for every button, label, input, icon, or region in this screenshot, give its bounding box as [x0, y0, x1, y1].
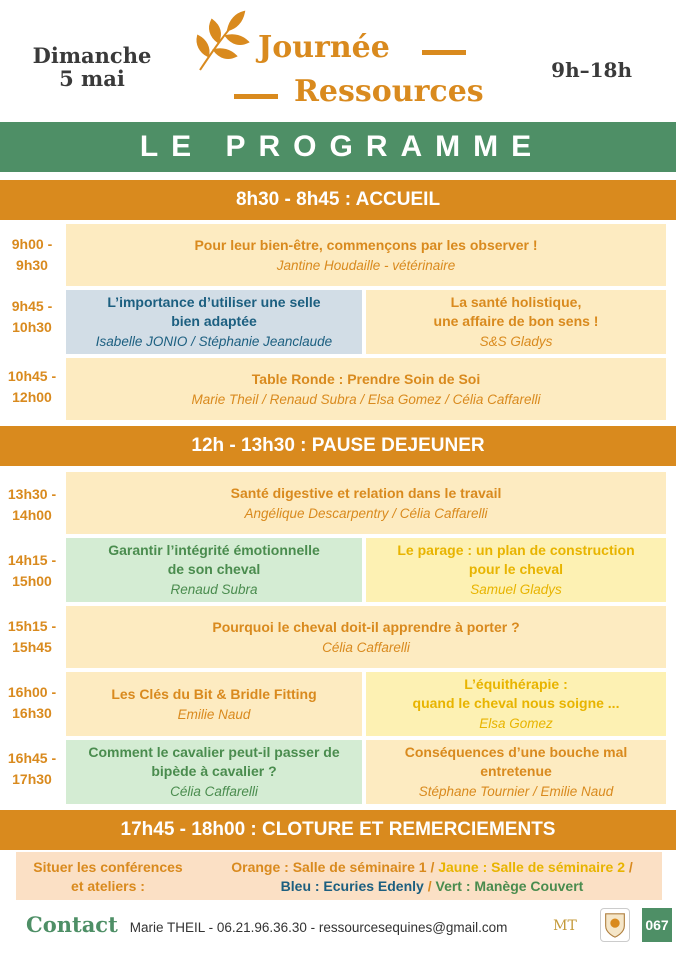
- mt-logo-icon: [550, 908, 580, 942]
- event-title-line1: Journée: [258, 30, 390, 65]
- session-speaker: S&S Gladys: [479, 334, 553, 349]
- event-date: [22, 44, 162, 90]
- session-time: 16h00 - 16h30: [7, 684, 57, 721]
- session-box: [66, 472, 666, 534]
- title-dash-left: [234, 94, 278, 99]
- date-day: Dimanche: [32, 43, 152, 68]
- session-speaker: Emilie Naud: [177, 706, 251, 722]
- session-speaker: Angélique Descarpentry / Célia Caffarelli: [244, 505, 488, 521]
- session-title: Les Clés du Bit & Bridle Fitting: [111, 685, 317, 702]
- session-box: [66, 672, 362, 736]
- contact-line: [26, 912, 507, 942]
- legend-blue: Bleu : Ecuries Edenly: [280, 878, 424, 894]
- session-title: Le parage : un plan de construction pour le cheval: [397, 542, 635, 577]
- session-title: Santé digestive et relation dans le travail: [230, 484, 502, 501]
- title-dash-right: [422, 50, 466, 55]
- band-pause: 12h - 13h30 : PAUSE DEJEUNER: [0, 426, 676, 466]
- legend-yellow: Jaune : Salle de séminaire 2: [438, 859, 625, 875]
- session-time: 9h45 - 10h30: [11, 298, 53, 335]
- session-time: 16h45 - 17h30: [7, 750, 57, 787]
- band-cloture: 17h45 - 18h00 : CLOTURE ET REMERCIEMENTS: [0, 810, 676, 850]
- session-title: La santé holistique, une affaire de bon sens !: [433, 294, 599, 329]
- session-title: Garantir l’intégrité émotionnelle de son cheval: [108, 542, 320, 577]
- session-box: [66, 606, 666, 668]
- session-box: [66, 740, 362, 804]
- session-box: [366, 290, 666, 354]
- 067-logo: 067: [642, 908, 672, 942]
- legend-orange: Orange : Salle de séminaire 1: [231, 859, 427, 875]
- svg-text:MT: MT: [553, 918, 577, 934]
- session-title: Comment le cavalier peut-il passer de bipède à cavalier ?: [88, 744, 340, 779]
- legend-label: Situer les conférences et ateliers :: [33, 859, 183, 894]
- session-box: [66, 358, 666, 420]
- event-hours: 9h–18h: [551, 58, 632, 82]
- header: [0, 0, 676, 120]
- session-time: 15h15 - 15h45: [7, 618, 57, 655]
- session-time: 10h45 - 12h00: [7, 368, 57, 405]
- session-speaker: Isabelle JONIO / Stéphanie Jeanclaude: [95, 334, 333, 349]
- session-speaker: Samuel Gladys: [470, 582, 562, 597]
- legend-separator: /: [628, 859, 633, 875]
- legend-separator: /: [427, 878, 432, 894]
- session-title: Pourquoi le cheval doit-il apprendre à porter ?: [212, 618, 520, 635]
- session-box: [66, 538, 362, 602]
- session-time: 14h15 - 15h00: [7, 552, 57, 589]
- crest-logo-icon: [600, 908, 630, 942]
- session-title: L’importance d’utiliser une selle bien adaptée: [107, 294, 321, 329]
- band-accueil: 8h30 - 8h45 : ACCUEIL: [0, 180, 676, 220]
- session-time: 13h30 - 14h00: [7, 486, 57, 523]
- session-box: [66, 290, 362, 354]
- session-speaker: Elsa Gomez: [479, 716, 553, 731]
- session-title: L’équithérapie : quand le cheval nous soigne ...: [412, 676, 620, 711]
- contact-title: Contact: [26, 912, 118, 937]
- event-title-line2: Ressources: [294, 74, 484, 109]
- session-box: [366, 740, 666, 804]
- session-speaker: Marie Theil / Renaud Subra / Elsa Gomez / Célia Caffarelli: [191, 391, 541, 407]
- session-speaker: Stéphane Tournier / Emilie Naud: [418, 784, 614, 799]
- contact-details: Marie THEIL - 06.21.96.36.30 - ressourcesequines@gmail.com: [129, 920, 508, 935]
- session-title: Conséquences d’une bouche mal entretenue: [404, 744, 628, 779]
- session-speaker: Célia Caffarelli: [322, 639, 410, 655]
- legend-items: [202, 858, 662, 896]
- session-speaker: Renaud Subra: [170, 582, 258, 597]
- location-legend: [16, 852, 662, 900]
- session-title: Pour leur bien-être, commençons par les observer !: [194, 236, 538, 253]
- session-box: [66, 224, 666, 286]
- session-box: [366, 538, 666, 602]
- programme-title: LE PROGRAMME: [0, 122, 676, 172]
- session-title: Table Ronde : Prendre Soin de Soi: [251, 370, 481, 387]
- session-speaker: Célia Caffarelli: [170, 784, 258, 799]
- session-box: [366, 672, 666, 736]
- session-speaker: Jantine Houdaille - vétérinaire: [276, 257, 456, 273]
- date-month: 5 mai: [59, 66, 125, 91]
- leaf-logo-icon: [190, 4, 254, 74]
- legend-separator: /: [430, 859, 435, 875]
- legend-green: Vert : Manège Couvert: [435, 878, 584, 894]
- session-time: 9h00 - 9h30: [11, 236, 53, 273]
